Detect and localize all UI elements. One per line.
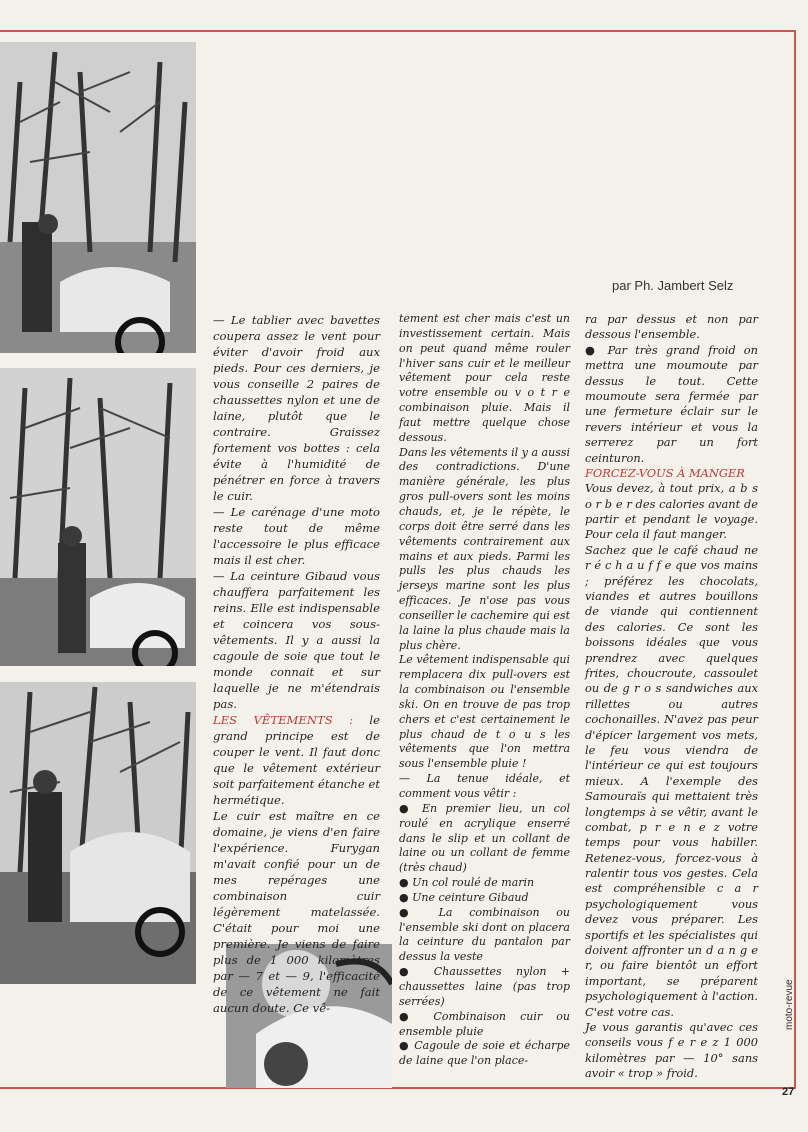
- paragraph: ra par dessus et non par dessous l'ensemble.: [585, 312, 758, 342]
- paragraph: tement est cher mais c'est un investissement certain. Mais on peut quand même rouler l'hiver sans cuir et le meilleur vêtement pour cela reste votre ensemble ou v o t r e combinaison pluie. Mais il faut mettre quelque chose dessous.: [399, 312, 570, 444]
- column-1: [213, 312, 380, 1016]
- page-number: 27: [782, 1086, 795, 1098]
- paragraph: Sachez que le café chaud ne r é c h a u f f e que vos mains ; préférez les chocolats, viandes et autres bouillons de viande qui contiennent des calories. Ce sont les boissons idéales que vous prendrez avec quelques frites, choucroute, cassoulet ou de g r o s sandwiches aux rillettes ou autres cochonailles. N'avez pas peur d'épicer largement vos mets, le feu vous viendra de l'intérieur ce qui est toujours mieux. A l'exemple des Samouraïs qui mettaient très longtemps à se vêtir, avant le combat, p r e n e z votre temps pour vous habiller. Retenez-vous, forcez-vous à ralentir tous vos gestes. Cela est compréhensible c a r psychologiquement vous devez vous préparer. Les sportifs et les spécialistes qui doivent affronter un d a n g e r, ou faire bientôt un effort important, se préparent psychologiquement à l'action. C'est votre cas.: [585, 542, 758, 1019]
- paragraph: Vous devez, à tout prix, a b s o r b e r des calories avant de partir et pendant le voyage. Pour cela il faut manger.: [585, 481, 758, 542]
- column-2: [399, 312, 570, 1069]
- list-item: ● La combinaison ou l'ensemble ski dont on placera la ceinture du pantalon par dessus la veste: [399, 906, 570, 965]
- top-rule: [0, 30, 795, 32]
- bottom-rule: [0, 1087, 796, 1089]
- right-rule: [794, 30, 796, 1088]
- list-item: ● En premier lieu, un col roulé en acrylique enserré dans le slip et un collant de laine ou un collant de femme (très chaud): [399, 802, 570, 876]
- paragraph: — Le tablier avec bavettes coupera assez le vent pour éviter d'avoir froid aux pieds. Pour ces derniers, je vous conseille 2 paires de chaussettes nylon et une de laine, plutôt que le contraire. Graissez fortement vos bottes : cela évite à l'humidité de pénétrer en force à travers le cuir.: [213, 313, 380, 503]
- paragraph: Le vêtement indispensable qui remplacera dix pull-overs est la combinaison ou l'ensemble ski. On en trouve de pas trop chers et c'est certainement le plus chaud de t o u s les vêtements que l'on mettra sous l'ensemble pluie !: [399, 653, 570, 771]
- paragraph: — Le carénage d'une moto reste tout de même l'accessoire le plus efficace mais il est cher.: [213, 505, 380, 567]
- magazine-name: moto-revue: [784, 979, 795, 1030]
- list-item: ● Cagoule de soie et écharpe de laine que l'on place-: [399, 1039, 570, 1069]
- paragraph: — La ceinture Gibaud vous chauffera parfaitement les reins. Elle est indispensable et coincera vos sous-vêtements. Il y a aussi la cagoule de soie que tout le monde connait et sur laquelle je ne m'étendrais pas.: [213, 569, 380, 711]
- list-item: ● Par très grand froid on mettra une moumoute par dessus le tout. Cette moumoute sera fermée par une fermeture éclair sur le revers intérieur et vous la serrerez par un fort ceinturon.: [585, 343, 758, 466]
- section-heading-manger: FORCEZ-VOUS À MANGER: [585, 465, 745, 480]
- column-3: [585, 312, 758, 1082]
- paragraph: — La tenue idéale, et comment vous vêtir :: [399, 772, 570, 800]
- list-item: ● Combinaison cuir ou ensemble pluie: [399, 1010, 570, 1040]
- list-item: ● Un col roulé de marin: [399, 876, 570, 891]
- paragraph: Le cuir est maître en ce domaine, je viens d'en faire l'expérience. Furygan m'avait confié pour un de mes repérages une combinaison cuir légèrement matelassée. C'était pour moi une première. Je viens de faire plus de 1 000 kilomètres par — 7 et — 9, l'efficacité de ce vêtement ne fait aucun doute. Ce vê-: [213, 809, 380, 1015]
- paragraph: [213, 712, 380, 808]
- photo-rider-standing-1: [0, 42, 196, 353]
- section-heading-vetements: LES VÊTEMENTS :: [213, 713, 354, 727]
- photo-rider-standing-2: [0, 368, 196, 666]
- byline: par Ph. Jambert Selz: [612, 278, 734, 293]
- list-item: ● Chaussettes nylon + chaussettes laine (pas trop serrées): [399, 965, 570, 1010]
- photo-rider-standing-3: [0, 682, 196, 984]
- list-item: ● Une ceinture Gibaud: [399, 891, 570, 906]
- paragraph-text: le grand principe est de couper le vent. Il faut donc que le vêtement extérieur soit parfaitement étanche et hermétique.: [213, 713, 380, 807]
- paragraph: Je vous garantis qu'avec ces conseils vous f e r e z 1 000 kilomètres par — 10° sans avoir « trop » froid.: [585, 1019, 758, 1081]
- paragraph: Dans les vêtements il y a aussi des contradictions. D'une manière générale, les plus gros pull-overs sont les moins chauds, et, je le répète, le corps doit être serré dans les vêtements contrairement aux mains et aux pieds. Parmi les pulls les plus chauds les jerseys marine sont les plus efficaces. Je n'ose pas vous conseiller le cachemire qui est la laine la plus chaude mais la plus chère.: [399, 445, 570, 652]
